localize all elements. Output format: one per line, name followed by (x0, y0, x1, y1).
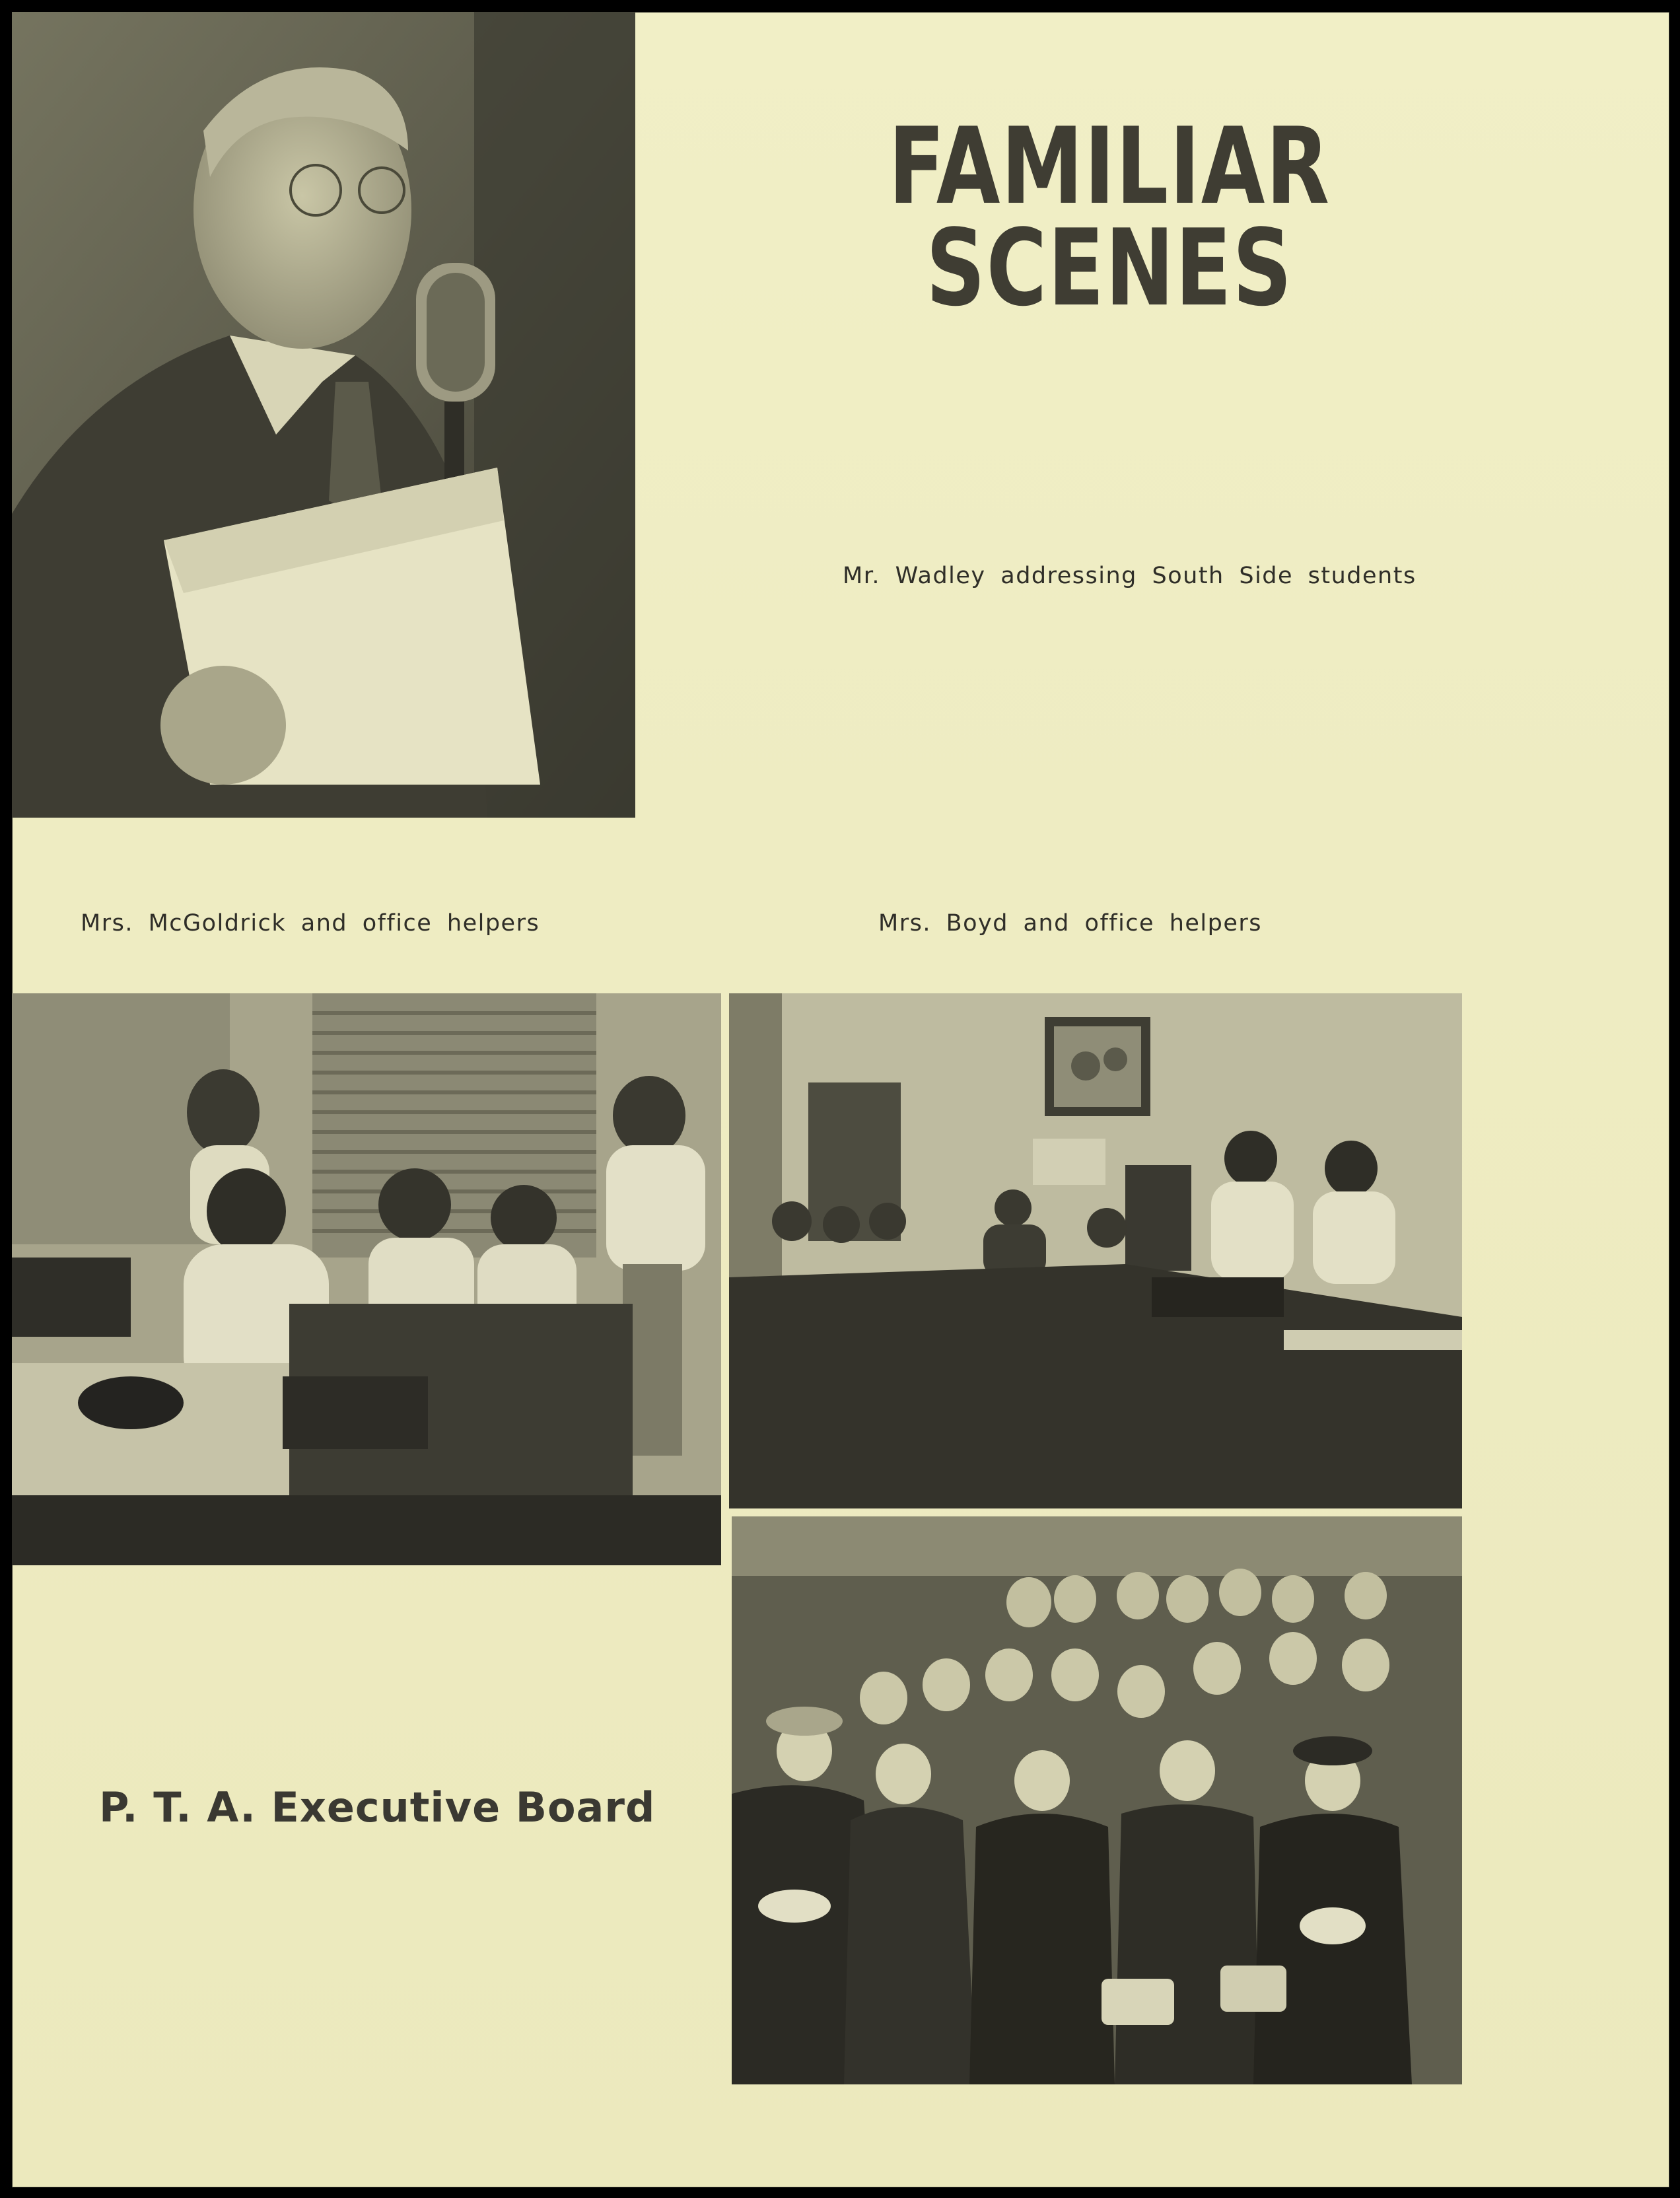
caption-mcgoldrick: Mrs. McGoldrick and office helpers (81, 910, 540, 937)
headline-line-2: SCENES (926, 206, 1293, 330)
caption-wadley: Mr. Wadley addressing South Side students (843, 563, 1417, 589)
photo-mcgoldrick-office (12, 993, 721, 1565)
photo-wadley (12, 12, 635, 818)
pta-board-title: P. T. A. Executive Board (99, 1783, 656, 1831)
photo-boyd-office (729, 993, 1462, 1508)
headline-line-1: FAMILIAR (888, 104, 1331, 228)
caption-boyd: Mrs. Boyd and office helpers (878, 910, 1263, 937)
photo-pta-board (732, 1516, 1462, 2084)
